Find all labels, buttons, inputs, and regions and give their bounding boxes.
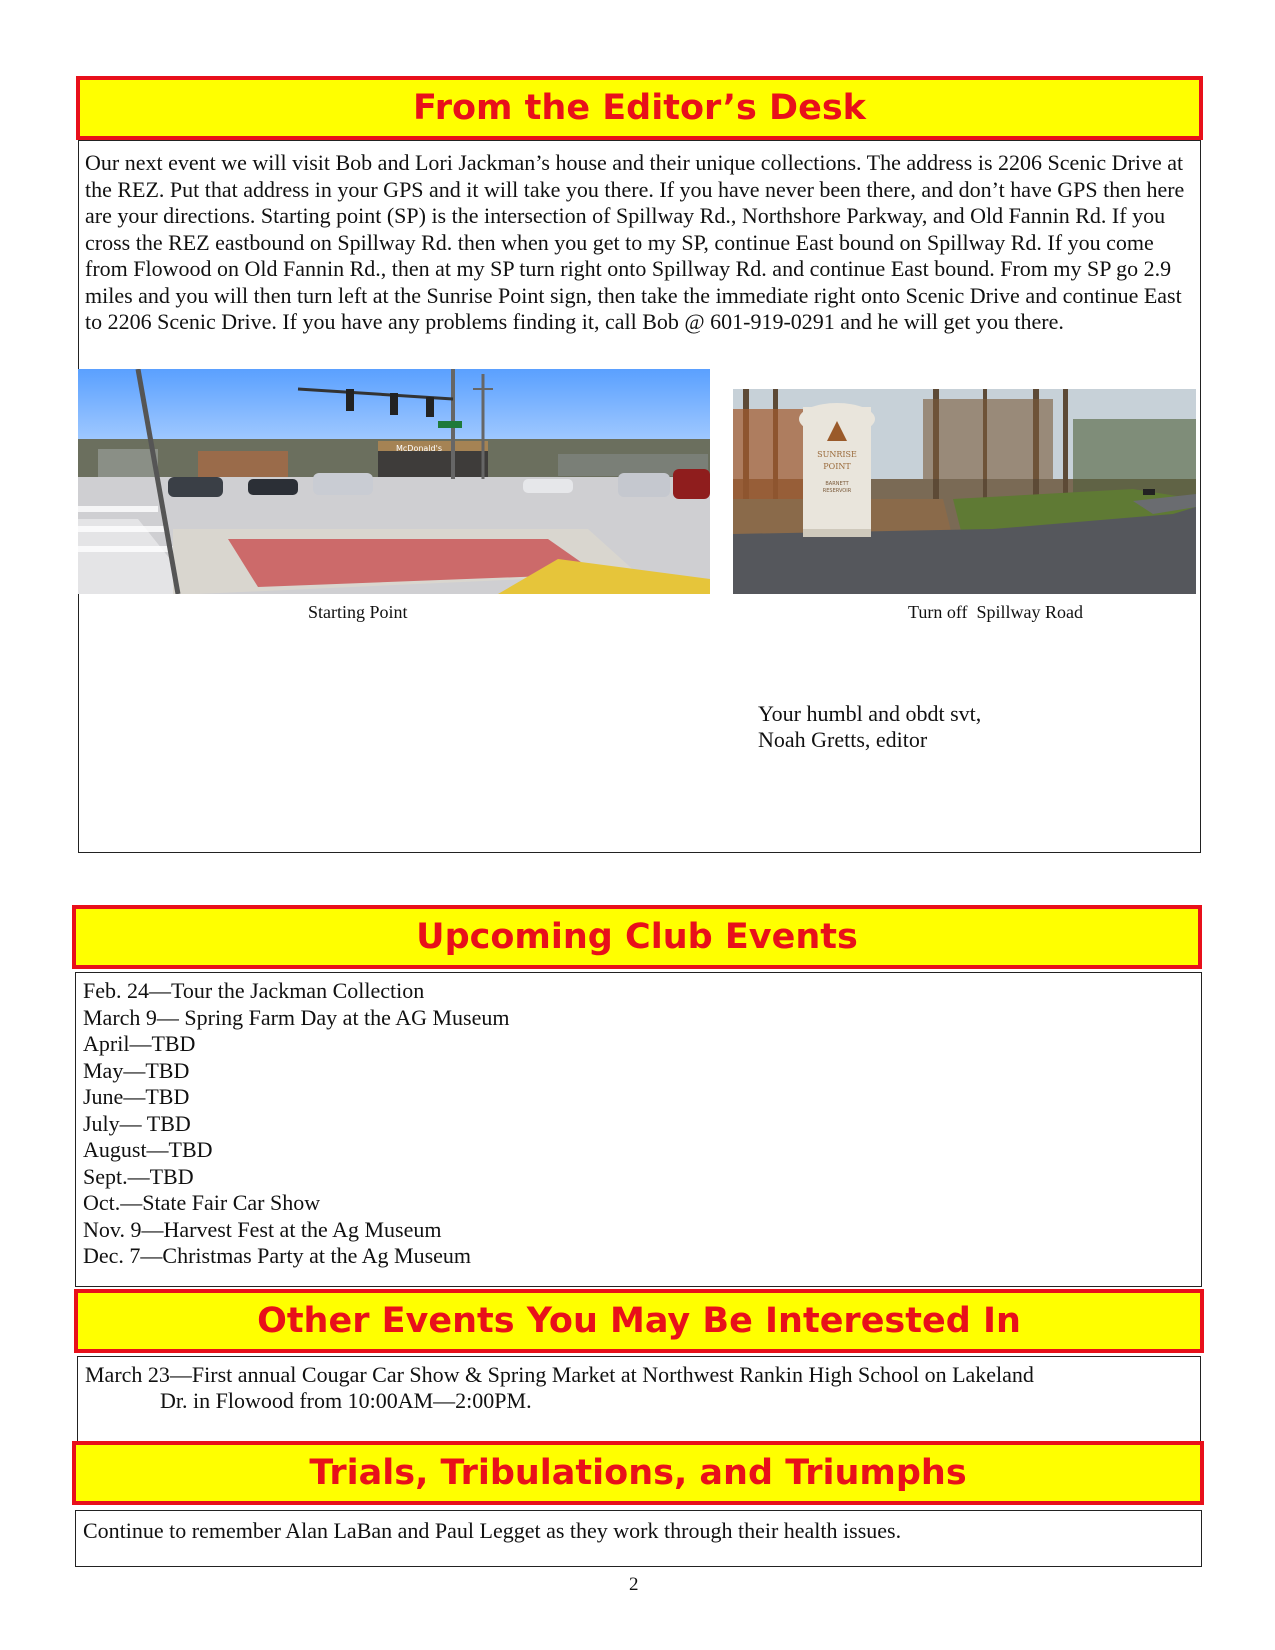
club-events-list bbox=[83, 978, 510, 1270]
list-item: Nov. 9—Harvest Fest at the Ag Museum bbox=[83, 1216, 442, 1242]
starting-point-caption: Starting Point bbox=[308, 602, 408, 622]
sunrise-point-photo bbox=[733, 389, 1196, 594]
list-item: Dec. 7—Christmas Party at the Ag Museum bbox=[83, 1243, 472, 1268]
list-item: May—TBD bbox=[83, 1057, 190, 1083]
trials-title: Trials, Tribulations, and Triumphs bbox=[309, 1453, 967, 1493]
list-item: Sept.—TBD bbox=[83, 1163, 194, 1189]
sign-barnett: BARNETT bbox=[825, 481, 849, 487]
sign-sunrise: SUNRISE bbox=[817, 450, 857, 459]
signoff-line-2: Noah Gretts, editor bbox=[758, 727, 928, 752]
list-item: July— TBD bbox=[83, 1110, 191, 1136]
other-events-title: Other Events You May Be Interested In bbox=[257, 1301, 1021, 1341]
club-events-banner bbox=[72, 905, 1202, 969]
list-item: March 9— Spring Farm Day at the AG Museum bbox=[83, 1004, 510, 1030]
sign-reservoir: RESERVOIR bbox=[822, 488, 852, 494]
page-number: 2 bbox=[629, 1574, 639, 1595]
editor-banner bbox=[76, 76, 1203, 140]
sign-point: POINT bbox=[823, 462, 851, 471]
list-item: April—TBD bbox=[83, 1031, 196, 1056]
club-events-title: Upcoming Club Events bbox=[416, 917, 858, 957]
other-events-line-2: Dr. in Flowood from 10:00AM—2:00PM. bbox=[160, 1388, 532, 1413]
editor-title: From the Editor’s Desk bbox=[413, 88, 866, 128]
list-item: June—TBD bbox=[83, 1084, 190, 1109]
other-events-banner bbox=[74, 1289, 1204, 1353]
trials-body: Continue to remember Alan LaBan and Paul Legget as they work through their health issues. bbox=[83, 1518, 902, 1543]
list-item: August—TBD bbox=[83, 1137, 213, 1162]
other-events-line-1: March 23—First annual Cougar Car Show & Spring Market at Northwest Rankin High School on Lakeland bbox=[85, 1362, 1034, 1387]
starting-point-photo bbox=[78, 369, 710, 594]
mcdonalds-sign: McDonald's bbox=[396, 444, 442, 453]
spillway-caption: Turn off Spillway Road bbox=[908, 602, 1084, 622]
signoff-line-1: Your humbl and obdt svt, bbox=[758, 701, 982, 726]
editor-body: Our next event we will visit Bob and Lori Jackman’s house and their unique collections. The address is 2206 Scenic Drive at the REZ. Put that address in your GPS and it will take you there. If you have never been there, and don’t have GPS then here are your directions. Starting point (SP) is the intersection of Spillway Rd., Northshore Parkway, and Old Fannin Rd. If you cross the REZ eastbound on Spillway Rd. then when you get to my SP, continue East bound on Spillway Rd. If you come from Flowood on Old Fannin Rd., then at my SP turn right onto Spillway Rd. and continue East bound. From my SP go 2.9 miles and you will then turn left at the Sunrise Point sign, then take the immediate right onto Scenic Drive and continue East to 2206 Scenic Drive. If you have any problems finding it, call Bob @ 601-919-0291 and he will get you there. bbox=[85, 150, 1185, 334]
trials-banner bbox=[72, 1441, 1204, 1505]
list-item: Feb. 24—Tour the Jackman Collection bbox=[83, 978, 425, 1003]
list-item: Oct.—State Fair Car Show bbox=[83, 1190, 321, 1215]
